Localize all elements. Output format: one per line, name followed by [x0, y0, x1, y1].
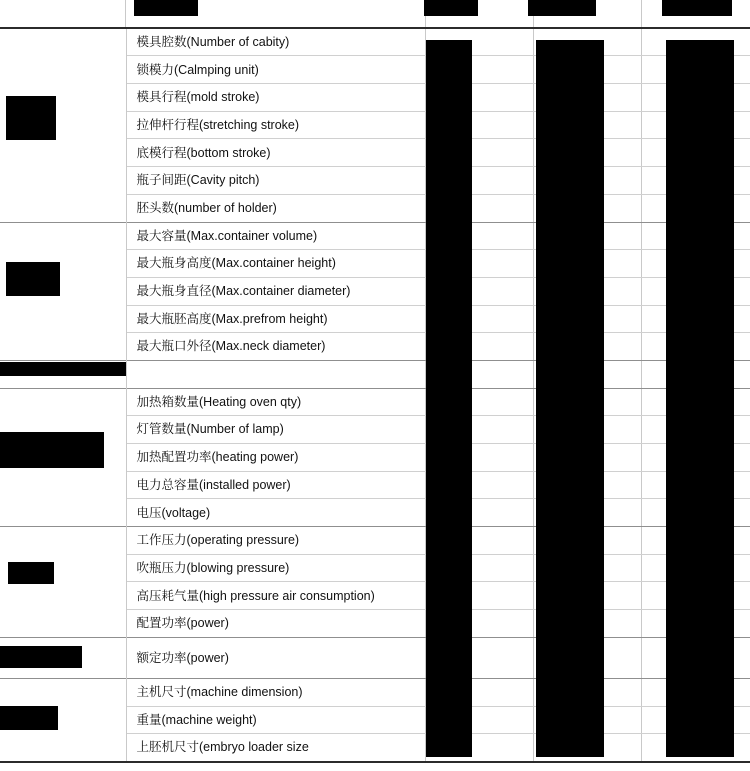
row-item-label: 最大瓶身高度(Max.container height)	[127, 250, 427, 277]
redaction-group-6	[0, 646, 82, 668]
redaction-header-model-2	[528, 0, 596, 16]
row-item-label: 额定功率(power)	[127, 638, 427, 678]
redaction-column-model-1	[426, 40, 472, 757]
table-row	[0, 28, 750, 56]
row-item-label: 锁模力(Calmping unit)	[127, 56, 427, 83]
row-item-label	[127, 361, 427, 388]
row-item-label: 电压(voltage)	[127, 499, 427, 526]
table-row	[0, 678, 750, 706]
row-item-label: 底模行程(bottom stroke)	[127, 139, 427, 166]
row-item-label: 灯管数量(Number of lamp)	[127, 416, 427, 443]
redaction-header-model-3	[662, 0, 732, 16]
table-row	[0, 222, 750, 250]
header-group	[0, 0, 126, 27]
row-item-label: 工作压力(operating pressure)	[127, 527, 427, 554]
row-item-label: 高压耗气量(high pressure air consumption)	[127, 582, 427, 609]
redaction-group-5	[8, 562, 54, 584]
table-header-row	[0, 0, 750, 28]
row-item-label: 最大容量(Max.container volume)	[127, 223, 427, 250]
row-item-label: 加热配置功率(heating power)	[127, 444, 427, 471]
redaction-group-3	[0, 362, 126, 376]
table-row	[0, 637, 750, 678]
redaction-header-item	[134, 0, 198, 16]
table-row	[0, 388, 750, 416]
row-item-label: 最大瓶身直径(Max.container diameter)	[127, 278, 427, 305]
row-item-label: 瓶子间距(Cavity pitch)	[127, 167, 427, 194]
row-item-label: 胚头数(number of holder)	[127, 195, 427, 222]
row-item-label: 模具行程(mold stroke)	[127, 84, 427, 111]
row-item-label: 吹瓶压力(blowing pressure)	[127, 555, 427, 582]
row-item-label: 电力总容量(installed power)	[127, 472, 427, 499]
redaction-group-4	[0, 432, 104, 468]
row-item-label: 上胚机尺寸(embryo loader size	[127, 734, 427, 761]
redaction-column-model-2	[536, 40, 604, 757]
row-item-label: 主机尺寸(machine dimension)	[127, 679, 427, 706]
row-item-label: 配置功率(power)	[127, 610, 427, 637]
row-item-label: 最大瓶胚高度(Max.prefrom height)	[127, 306, 427, 333]
redaction-column-model-3	[666, 40, 734, 757]
row-item-label: 重量(machine weight)	[127, 707, 427, 734]
redaction-group-2	[6, 262, 60, 296]
row-item-label: 加热箱数量(Heating oven qty)	[127, 389, 427, 416]
redaction-header-model-1	[424, 0, 478, 16]
table-row	[0, 527, 750, 555]
row-item-label: 模具腔数(Number of cabity)	[127, 29, 427, 56]
row-item-label: 拉伸杆行程(stretching stroke)	[127, 112, 427, 139]
row-item-label: 最大瓶口外径(Max.neck diameter)	[127, 333, 427, 360]
redaction-group-7	[0, 706, 58, 730]
redaction-group-1	[6, 96, 56, 140]
